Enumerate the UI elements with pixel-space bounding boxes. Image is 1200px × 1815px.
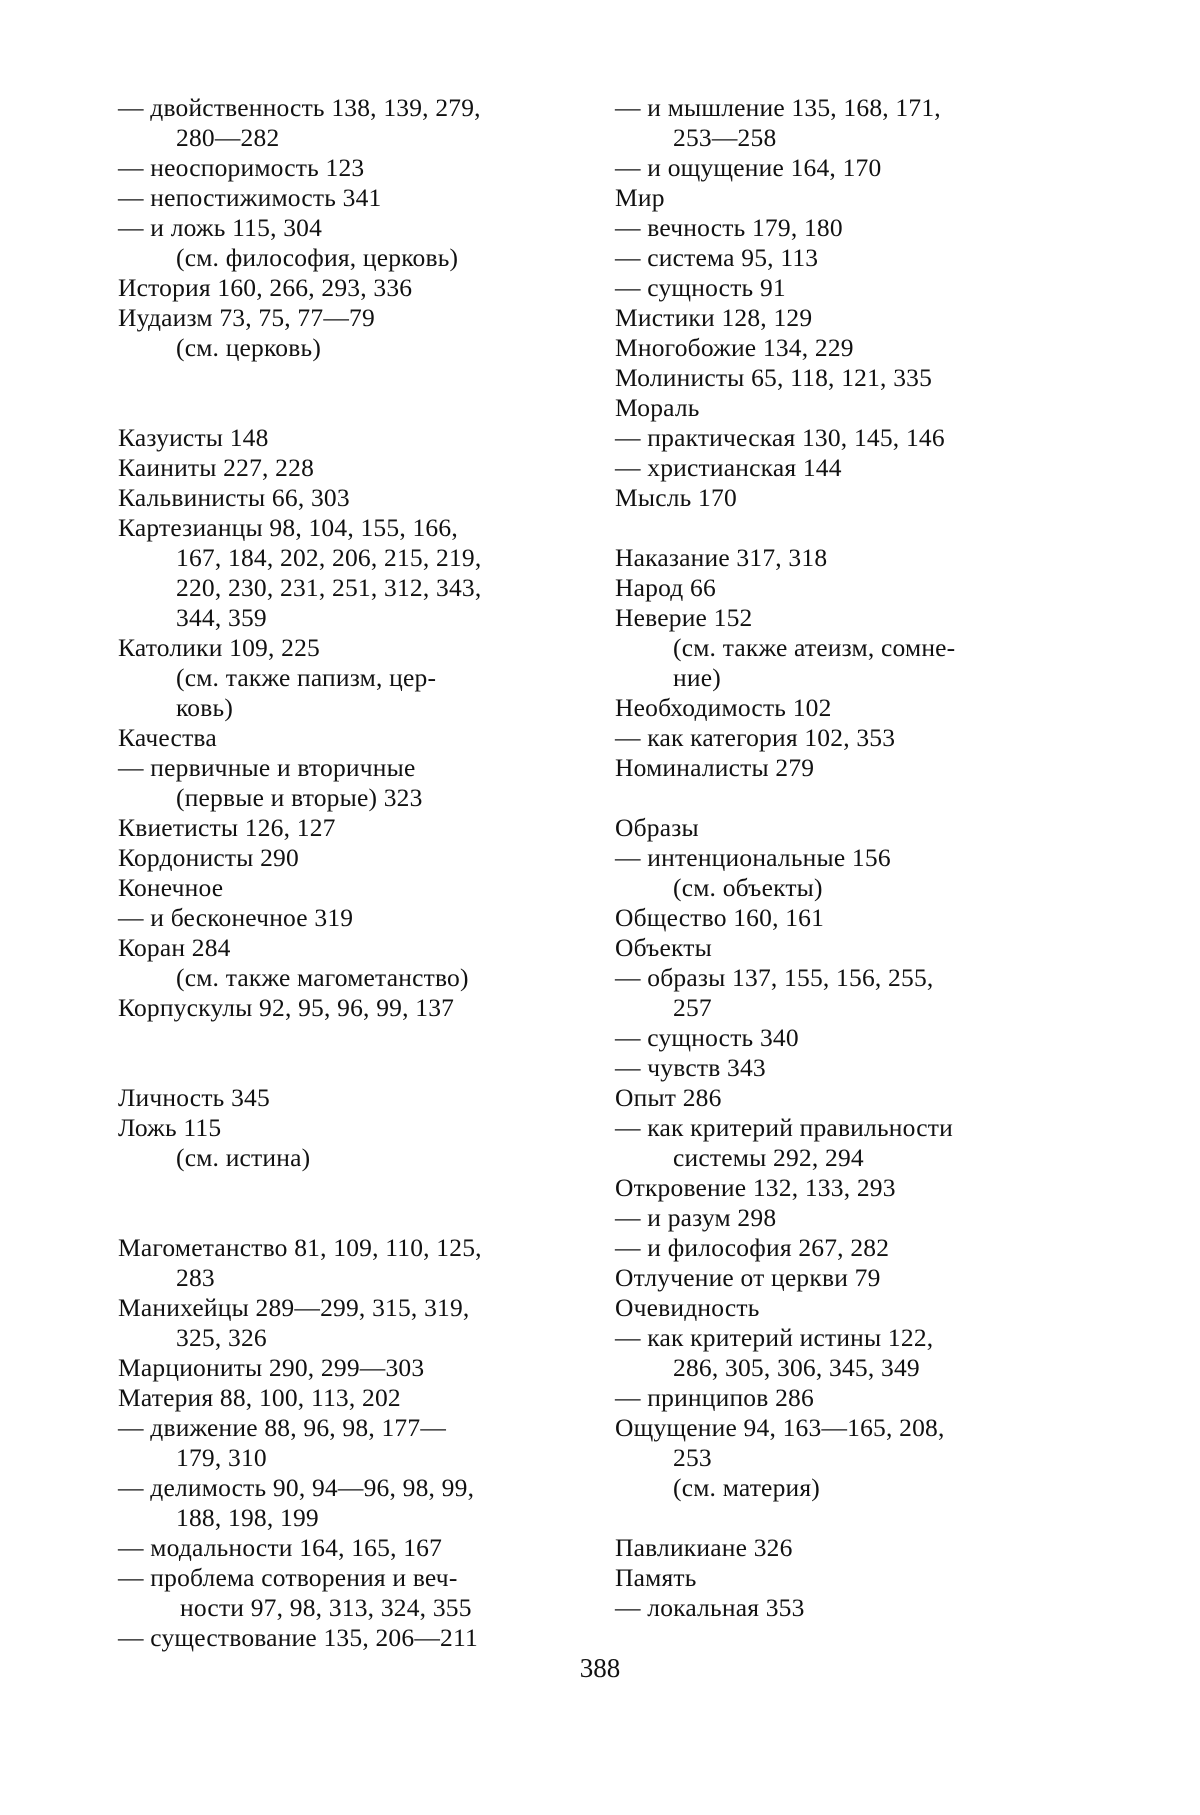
index-entry: Память xyxy=(615,1563,697,1592)
index-entry: История 160, 266, 293, 336 xyxy=(118,273,413,302)
index-entry: Иудаизм 73, 75, 77—79 xyxy=(118,303,375,332)
index-entry: Корпускулы 92, 95, 96, 99, 137 xyxy=(118,993,455,1022)
index-entry: Качества xyxy=(118,723,217,752)
index-entry: Кальвинисты 66, 303 xyxy=(118,483,350,512)
index-column-left xyxy=(118,93,588,1653)
index-cross-reference: (см. также атеизм, сомне- xyxy=(673,633,956,662)
index-entry: Мир xyxy=(615,183,665,212)
index-entry-continuation: 253 xyxy=(673,1443,712,1472)
letter-group-spacer xyxy=(118,1023,588,1083)
index-entry-continuation: (первые и вторые) 323 xyxy=(176,783,423,812)
letter-group-spacer xyxy=(615,513,1085,543)
index-entry-continuation: 283 xyxy=(176,1263,215,1292)
index-entry-continuation: 325, 326 xyxy=(176,1323,267,1352)
index-entry: Картезианцы 98, 104, 155, 166, xyxy=(118,513,458,542)
index-entry: — и философия 267, 282 xyxy=(615,1233,890,1262)
letter-group-spacer xyxy=(615,783,1085,813)
index-entry: — модальности 164, 165, 167 xyxy=(118,1533,443,1562)
index-entry: — как критерий правильности xyxy=(615,1113,953,1142)
index-entry: Личность 345 xyxy=(118,1083,270,1112)
index-cross-reference: (см. также папизм, цер- xyxy=(176,663,437,692)
index-entry-continuation: 167, 184, 202, 206, 215, 219, xyxy=(176,543,482,572)
index-entry: Неверие 152 xyxy=(615,603,753,632)
index-entry: — чувств 343 xyxy=(615,1053,766,1082)
index-entry: Манихейцы 289—299, 315, 319, xyxy=(118,1293,470,1322)
index-entry: — христианская 144 xyxy=(615,453,842,482)
index-entry-continuation: 253—258 xyxy=(673,123,777,152)
index-entry: — делимость 90, 94—96, 98, 99, xyxy=(118,1473,475,1502)
index-entry-continuation: 344, 359 xyxy=(176,603,267,632)
index-entry: Марциониты 290, 299—303 xyxy=(118,1353,425,1382)
index-entry: — принципов 286 xyxy=(615,1383,814,1412)
index-entry: Ощущение 94, 163—165, 208, xyxy=(615,1413,945,1442)
index-entry: — вечность 179, 180 xyxy=(615,213,843,242)
index-entry: Квиетисты 126, 127 xyxy=(118,813,336,842)
index-cross-reference: (см. также магометанство) xyxy=(176,963,469,992)
letter-group-spacer xyxy=(118,363,588,423)
index-entry: — система 95, 113 xyxy=(615,243,819,272)
index-entry: — практическая 130, 145, 146 xyxy=(615,423,945,452)
index-entry: Ложь 115 xyxy=(118,1113,222,1142)
index-entry: — и мышление 135, 168, 171, xyxy=(615,93,941,122)
index-entry: Конечное xyxy=(118,873,224,902)
index-entry: Кордонисты 290 xyxy=(118,843,299,872)
index-cross-reference: ние) xyxy=(673,663,721,692)
index-cross-reference: (см. объекты) xyxy=(673,873,823,902)
index-entry: — движение 88, 96, 98, 177— xyxy=(118,1413,447,1442)
index-entry: Католики 109, 225 xyxy=(118,633,320,662)
index-entry: — и ощущение 164, 170 xyxy=(615,153,882,182)
index-entry: Мысль 170 xyxy=(615,483,737,512)
index-entry: — и ложь 115, 304 xyxy=(118,213,323,242)
index-entry: Магометанство 81, 109, 110, 125, xyxy=(118,1233,482,1262)
index-entry: Очевидность xyxy=(615,1293,760,1322)
index-entry-continuation: 286, 305, 306, 345, 349 xyxy=(673,1353,920,1382)
index-cross-reference: ковь) xyxy=(176,693,234,722)
index-entry: Молинисты 65, 118, 121, 335 xyxy=(615,363,933,392)
index-cross-reference: (см. материя) xyxy=(673,1473,820,1502)
index-entry: Мистики 128, 129 xyxy=(615,303,813,332)
index-entry: — непостижимость 341 xyxy=(118,183,382,212)
index-entry: Многобожие 134, 229 xyxy=(615,333,854,362)
index-entry: Мораль xyxy=(615,393,700,422)
index-entry: Материя 88, 100, 113, 202 xyxy=(118,1383,401,1412)
index-entry: Необходимость 102 xyxy=(615,693,832,722)
index-entry: Общество 160, 161 xyxy=(615,903,825,932)
index-entry: — локальная 353 xyxy=(615,1593,805,1622)
index-entry: Народ 66 xyxy=(615,573,716,602)
index-column-right xyxy=(615,93,1085,1623)
index-entry: Опыт 286 xyxy=(615,1083,722,1112)
index-entry: — двойственность 138, 139, 279, xyxy=(118,93,481,122)
index-entry: — образы 137, 155, 156, 255, xyxy=(615,963,934,992)
index-entry: — и разум 298 xyxy=(615,1203,777,1232)
index-entry: — и бесконечное 319 xyxy=(118,903,354,932)
letter-group-spacer xyxy=(615,1503,1085,1533)
index-entry-continuation: 220, 230, 231, 251, 312, 343, xyxy=(176,573,482,602)
index-entry: Павликиане 326 xyxy=(615,1533,793,1562)
index-entry: — проблема сотворения и веч- xyxy=(118,1563,458,1592)
index-entry-continuation: 188, 198, 199 xyxy=(176,1503,319,1532)
index-entry: — как критерий истины 122, xyxy=(615,1323,934,1352)
index-entry: — как категория 102, 353 xyxy=(615,723,896,752)
index-entry: Наказание 317, 318 xyxy=(615,543,828,572)
index-entry-continuation: системы 292, 294 xyxy=(673,1143,864,1172)
index-entry-continuation: ности 97, 98, 313, 324, 355 xyxy=(180,1593,472,1622)
index-entry-continuation: 280—282 xyxy=(176,123,280,152)
index-entry-continuation: 179, 310 xyxy=(176,1443,267,1472)
index-entry: — существование 135, 206—211 xyxy=(118,1623,478,1652)
index-entry: Каиниты 227, 228 xyxy=(118,453,315,482)
index-entry: Откровение 132, 133, 293 xyxy=(615,1173,896,1202)
index-entry: — неоспоримость 123 xyxy=(118,153,365,182)
index-entry: Коран 284 xyxy=(118,933,231,962)
index-entry: Образы xyxy=(615,813,699,842)
index-cross-reference: (см. философия, церковь) xyxy=(176,243,459,272)
page-number: 388 xyxy=(579,1653,621,1683)
index-entry: — сущность 91 xyxy=(615,273,786,302)
index-entry: — интенциональные 156 xyxy=(615,843,891,872)
index-cross-reference: (см. церковь) xyxy=(176,333,322,362)
index-entry: Отлучение от церкви 79 xyxy=(615,1263,881,1292)
index-entry: Номиналисты 279 xyxy=(615,753,815,782)
letter-group-spacer xyxy=(118,1173,588,1233)
index-entry: — первичные и вторичные xyxy=(118,753,416,782)
index-entry: Объекты xyxy=(615,933,712,962)
index-entry: — сущность 340 xyxy=(615,1023,799,1052)
index-cross-reference: (см. истина) xyxy=(176,1143,311,1172)
index-entry: Казуисты 148 xyxy=(118,423,269,452)
index-entry-continuation: 257 xyxy=(673,993,712,1022)
